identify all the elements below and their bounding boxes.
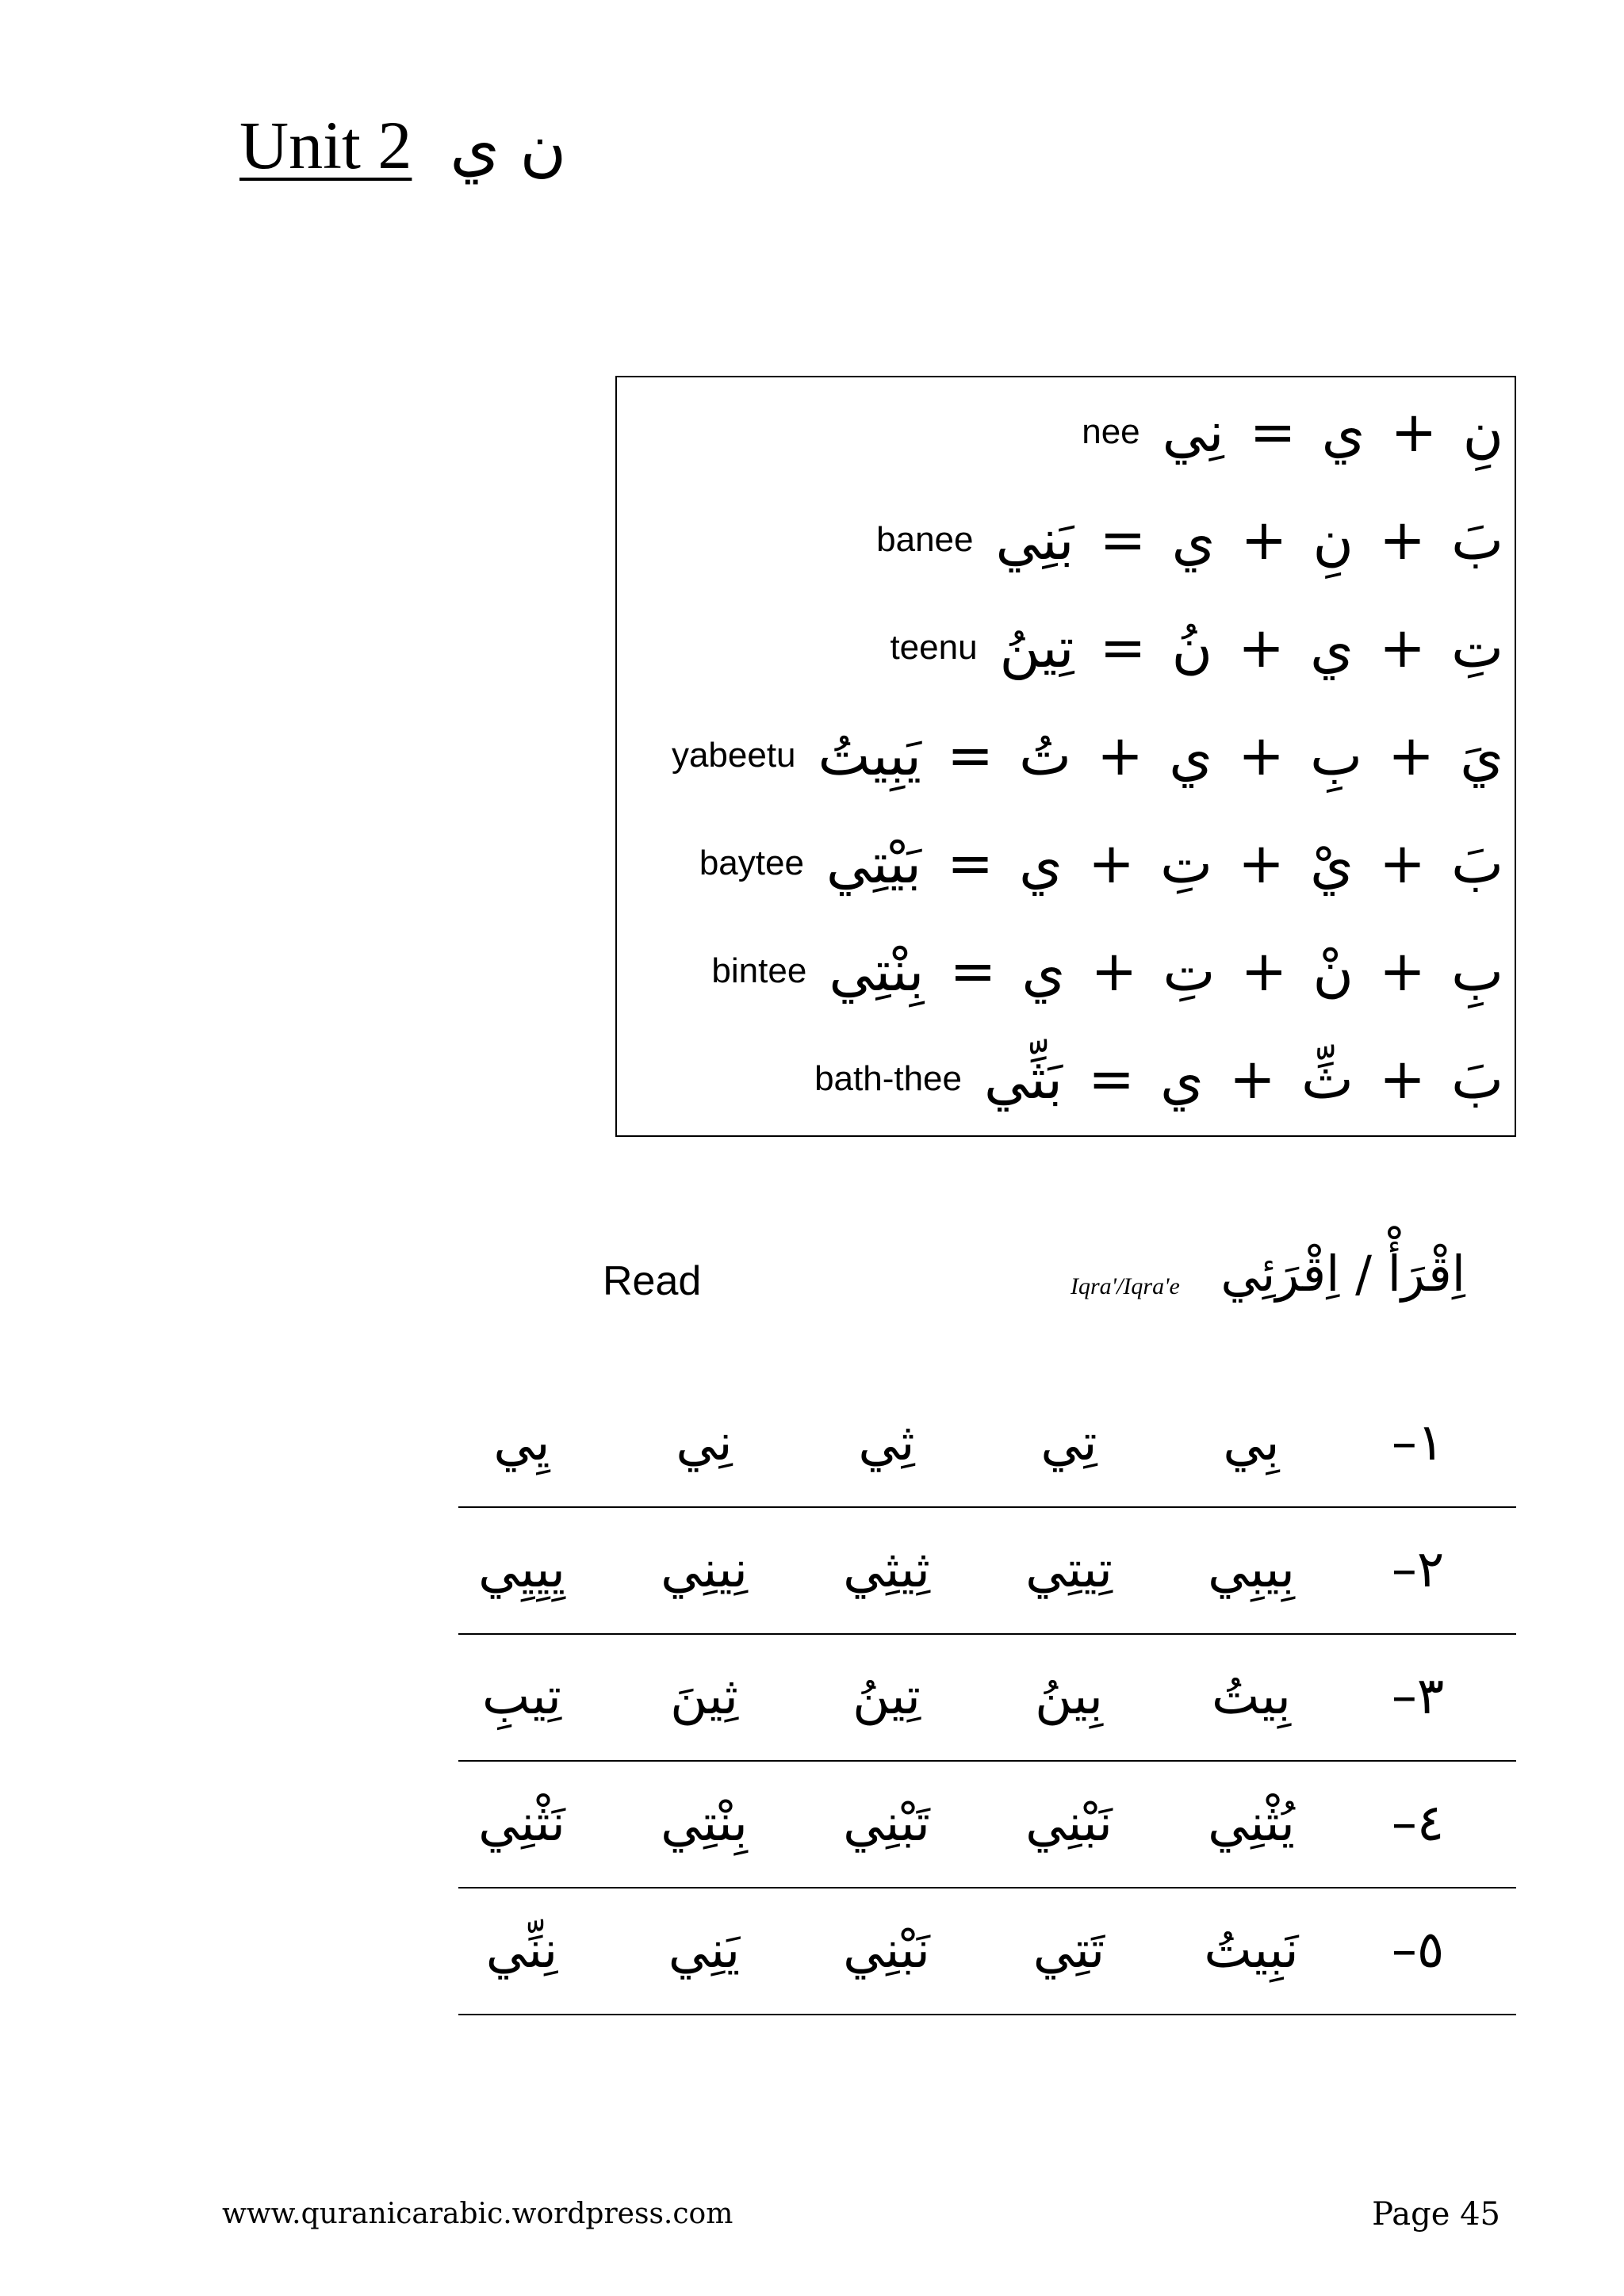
- equation-arabic: بَ + نِ + ي = بَنِي: [995, 507, 1503, 572]
- equation-transliteration: yabeetu: [671, 736, 796, 775]
- reading-row: [458, 1508, 1516, 1635]
- row-number: ٤–: [1391, 1794, 1445, 1853]
- reading-word: نِينِي: [661, 1540, 748, 1599]
- reading-word: بِنْتِي: [661, 1794, 748, 1853]
- row-number: ١–: [1391, 1414, 1445, 1472]
- reading-table: [458, 1381, 1516, 2015]
- reading-word: تِيتِي: [1025, 1540, 1113, 1599]
- equation-row: [699, 810, 1503, 916]
- equation-transliteration: nee: [1082, 412, 1140, 451]
- reading-word: ثِي: [858, 1414, 915, 1472]
- unit-heading: [239, 107, 567, 206]
- reading-word: بِي: [1223, 1414, 1280, 1472]
- reading-row: [458, 1888, 1516, 2015]
- equation-row: [711, 918, 1503, 1024]
- unit-letters: ن ي: [450, 110, 567, 184]
- equation-arabic: يَ + بِ + ي + تُ = يَبِيتُ: [818, 723, 1503, 788]
- reading-word: تَتِي: [1032, 1921, 1105, 1980]
- reading-word: نِي: [676, 1414, 733, 1472]
- equation-row: [890, 595, 1503, 701]
- reading-word: نَبْنِي: [843, 1921, 930, 1980]
- equation-arabic: تِ + ي + نُ = تِينُ: [999, 615, 1503, 680]
- reading-row: [458, 1381, 1516, 1508]
- equation-arabic: بَ + يْ + تِ + ي = بَيْتِي: [825, 831, 1503, 896]
- equation-arabic: بَ + ثِّ + ي = بَثِّي: [984, 1047, 1503, 1112]
- read-label: Read: [603, 1258, 702, 1304]
- page-number: Page 45: [1372, 2196, 1500, 2233]
- reading-word: يَنِي: [668, 1921, 741, 1980]
- equation-row: [672, 702, 1503, 809]
- equation-row: [876, 487, 1503, 593]
- reading-word: ثِيثِي: [843, 1540, 930, 1599]
- reading-word: تِي: [1040, 1414, 1097, 1472]
- row-number: ٣–: [1391, 1667, 1445, 1726]
- reading-word: نَثْنِي: [478, 1794, 565, 1853]
- reading-word: نَبْنِي: [1025, 1794, 1113, 1853]
- reading-word: تِيبِ: [482, 1667, 561, 1726]
- reading-word: بِيبِي: [1208, 1540, 1295, 1599]
- unit-title: Unit 2: [239, 107, 412, 183]
- reading-word: بِيتُ: [1212, 1667, 1291, 1726]
- reading-word: تَبْنِي: [843, 1794, 930, 1853]
- equation-arabic: بِ + نْ + تِ + ي = بِنْتِي: [829, 939, 1503, 1004]
- reading-row: [458, 1635, 1516, 1762]
- reading-word: تِينُ: [852, 1667, 921, 1726]
- reading-word: بِينُ: [1035, 1667, 1103, 1726]
- equation-transliteration: bath-thee: [814, 1059, 962, 1098]
- reading-row: [458, 1762, 1516, 1888]
- equation-transliteration: banee: [876, 520, 974, 559]
- equation-transliteration: bintee: [711, 951, 807, 990]
- equation-row: [814, 1026, 1503, 1132]
- row-number: ٥–: [1391, 1921, 1445, 1980]
- iqra-arabic: اِقْرَأْ / اِقْرَئِي: [1220, 1245, 1465, 1303]
- reading-word: ثِينَ: [670, 1667, 738, 1726]
- reading-word: نِنِّي: [485, 1921, 558, 1980]
- reading-word: يِي: [493, 1414, 550, 1472]
- reading-word: يِيِيِي: [478, 1540, 565, 1599]
- equation-arabic: نِ + ي = نِي: [1162, 400, 1503, 465]
- equation-row: [1082, 379, 1503, 485]
- equation-transliteration: teenu: [890, 628, 978, 667]
- reading-word: نَبِيتُ: [1204, 1921, 1299, 1980]
- equations-box: [615, 376, 1516, 1137]
- row-number: ٢–: [1391, 1540, 1445, 1599]
- footer-website: www.quranicarabic.wordpress.com: [222, 2198, 733, 2230]
- iqra-transliteration: Iqra'/Iqra'e: [1071, 1273, 1180, 1299]
- reading-word: يُثْنِي: [1208, 1794, 1295, 1853]
- equation-transliteration: baytee: [699, 844, 804, 882]
